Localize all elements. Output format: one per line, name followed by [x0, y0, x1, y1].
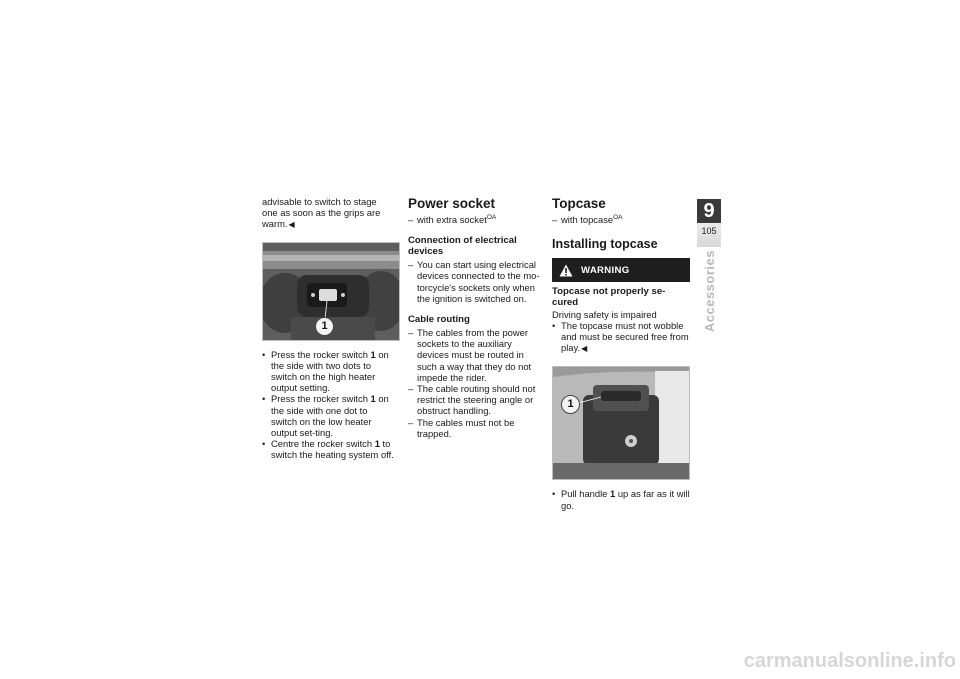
- topcase-steps-list: [552, 488, 690, 510]
- topcase-heading: Topcase: [552, 196, 606, 211]
- right-column: [552, 196, 690, 511]
- cable-routing-list: [408, 327, 543, 439]
- chapter-side-title: [696, 250, 722, 350]
- list-item: – with topcase$^{OA}$: [552, 214, 690, 225]
- chapter-title: Accessories: [701, 250, 717, 333]
- list-item: • Centre the rocker switch 1 to switch the heating system off.: [262, 438, 394, 460]
- topcase-photo: [552, 366, 690, 480]
- power-socket-heading: Power socket: [408, 196, 496, 211]
- list-item: • Pull handle 1 up as far as it will go.: [552, 488, 690, 510]
- photo-callout-1: 1: [315, 317, 334, 336]
- list-item: • Press the rocker switch 1 on the side with two dots to switch on the high heater output setting.: [262, 349, 394, 394]
- warning-title: Topcase not properly se-cured: [552, 286, 666, 309]
- cable-routing-heading: Cable routing: [408, 314, 470, 326]
- warning-label: WARNING: [581, 264, 630, 276]
- chapter-number: 9: [697, 199, 721, 223]
- installing-topcase-heading: Installing topcase: [552, 237, 658, 252]
- list-item: – with extra socket$^{OA}$: [408, 214, 543, 225]
- left-column: [262, 196, 394, 461]
- intro-paragraph: advisable to switch to stage one as soon as the grips are warm. ◀: [262, 196, 394, 231]
- list-item: – The cables from the power sockets to the auxiliary devices must be routed in such a way that they do not impede the rider.: [408, 327, 543, 383]
- photo-callout-1: 1: [561, 395, 580, 414]
- heating-instructions-list: [262, 349, 394, 461]
- chapter-tab: [697, 199, 721, 247]
- warning-bullet-list: [552, 320, 690, 355]
- warning-bar: [552, 258, 690, 282]
- middle-column: [408, 196, 543, 439]
- warning-triangle-icon: [559, 264, 573, 277]
- topcase-option: [552, 214, 690, 225]
- connection-list: [408, 259, 543, 304]
- page-number: 105: [701, 226, 717, 236]
- list-item: – The cable routing should not restrict the steering angle or obstruct handling.: [408, 383, 543, 417]
- list-item: • Press the rocker switch 1 on the side with one dot to switch on the low heater output set-ting.: [262, 393, 394, 438]
- power-socket-option: [408, 214, 543, 225]
- warning-text: Driving safety is impaired: [552, 308, 657, 320]
- connection-heading: Connection of electrical devices: [408, 235, 517, 258]
- watermark-text: carmanualsonline.info: [743, 650, 956, 672]
- topcase-illustration: [553, 367, 689, 479]
- list-item: – You can start using electrical devices connected to the mo-torcycle's sockets only when the ignition is switched on.: [408, 259, 543, 304]
- heated-grips-switch-photo: [262, 242, 400, 341]
- list-item: – The cables must not be trapped.: [408, 417, 543, 439]
- list-item: • The topcase must not wobble and must be secured free from play. ◀: [552, 320, 690, 355]
